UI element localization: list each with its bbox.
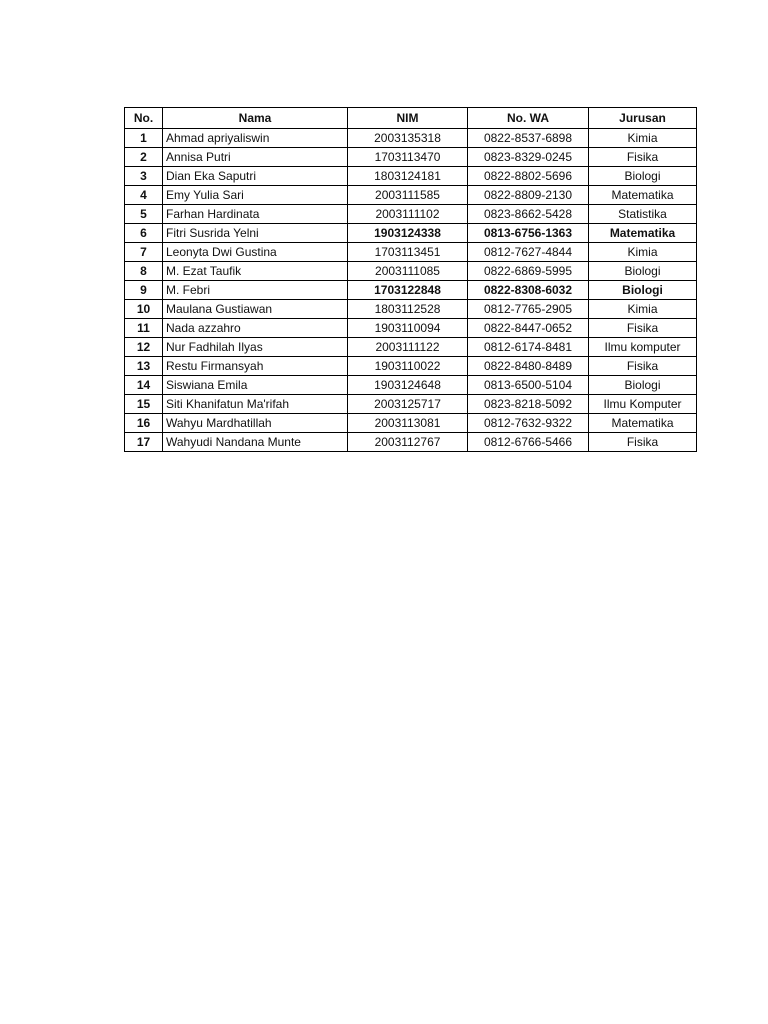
cell-wa: 0822-8809-2130 [468,186,589,205]
header-nama: Nama [163,108,348,129]
cell-nim: 2003113081 [348,414,468,433]
table-row [125,357,697,376]
header-jurusan: Jurusan [589,108,697,129]
cell-no: 11 [125,319,163,338]
cell-no: 17 [125,433,163,452]
cell-nama: Wahyudi Nandana Munte [163,433,348,452]
header-wa: No. WA [468,108,589,129]
table-row [125,205,697,224]
cell-nim: 1803124181 [348,167,468,186]
cell-nim: 1903110094 [348,319,468,338]
cell-nim: 2003111122 [348,338,468,357]
cell-jurusan: Fisika [589,148,697,167]
cell-jurusan: Biologi [589,262,697,281]
cell-nim: 1803112528 [348,300,468,319]
cell-wa: 0823-8329-0245 [468,148,589,167]
cell-nama: Nada azzahro [163,319,348,338]
cell-wa: 0822-8537-6898 [468,129,589,148]
cell-no: 7 [125,243,163,262]
cell-wa: 0813-6500-5104 [468,376,589,395]
cell-jurusan: Biologi [589,376,697,395]
cell-nim: 1903124338 [348,224,468,243]
cell-jurusan: Fisika [589,433,697,452]
cell-jurusan: Fisika [589,357,697,376]
cell-jurusan: Kimia [589,300,697,319]
cell-no: 2 [125,148,163,167]
cell-wa: 0812-7632-9322 [468,414,589,433]
cell-no: 3 [125,167,163,186]
cell-no: 8 [125,262,163,281]
cell-nama: Siti Khanifatun Ma'rifah [163,395,348,414]
cell-no: 5 [125,205,163,224]
header-nim: NIM [348,108,468,129]
table-row [125,395,697,414]
table-row [125,338,697,357]
cell-nama: Fitri Susrida Yelni [163,224,348,243]
cell-nama: Farhan Hardinata [163,205,348,224]
cell-no: 15 [125,395,163,414]
cell-jurusan: Fisika [589,319,697,338]
cell-jurusan: Statistika [589,205,697,224]
cell-wa: 0823-8218-5092 [468,395,589,414]
table-row [125,186,697,205]
cell-wa: 0822-8802-5696 [468,167,589,186]
table-row [125,281,697,300]
cell-jurusan: Ilmu Komputer [589,395,697,414]
cell-wa: 0823-8662-5428 [468,205,589,224]
cell-jurusan: Kimia [589,243,697,262]
table-row [125,243,697,262]
cell-nim: 1703122848 [348,281,468,300]
table-row [125,262,697,281]
cell-nim: 2003111102 [348,205,468,224]
cell-nim: 2003111085 [348,262,468,281]
cell-no: 14 [125,376,163,395]
cell-nim: 2003112767 [348,433,468,452]
cell-wa: 0812-6766-5466 [468,433,589,452]
cell-nama: Emy Yulia Sari [163,186,348,205]
cell-jurusan: Kimia [589,129,697,148]
cell-wa: 0822-8447-0652 [468,319,589,338]
cell-nim: 1703113451 [348,243,468,262]
table-row [125,167,697,186]
cell-nama: Wahyu Mardhatillah [163,414,348,433]
cell-no: 16 [125,414,163,433]
cell-jurusan: Ilmu komputer [589,338,697,357]
cell-wa: 0813-6756-1363 [468,224,589,243]
cell-no: 4 [125,186,163,205]
cell-no: 6 [125,224,163,243]
cell-no: 12 [125,338,163,357]
cell-nama: Ahmad apriyaliswin [163,129,348,148]
cell-nama: Maulana Gustiawan [163,300,348,319]
header-no: No. [125,108,163,129]
cell-jurusan: Biologi [589,281,697,300]
cell-wa: 0812-7627-4844 [468,243,589,262]
cell-wa: 0822-8480-8489 [468,357,589,376]
cell-nama: M. Febri [163,281,348,300]
cell-nama: Siswiana Emila [163,376,348,395]
table-row [125,319,697,338]
student-table [124,107,697,452]
cell-no: 9 [125,281,163,300]
header-row [125,108,697,129]
cell-nama: Nur Fadhilah Ilyas [163,338,348,357]
cell-wa: 0812-6174-8481 [468,338,589,357]
cell-nama: Restu Firmansyah [163,357,348,376]
cell-no: 10 [125,300,163,319]
cell-nim: 1903124648 [348,376,468,395]
cell-wa: 0822-6869-5995 [468,262,589,281]
cell-jurusan: Matematika [589,414,697,433]
cell-jurusan: Matematika [589,186,697,205]
table-row [125,433,697,452]
cell-nama: Dian Eka Saputri [163,167,348,186]
cell-jurusan: Matematika [589,224,697,243]
cell-nim: 2003125717 [348,395,468,414]
cell-no: 13 [125,357,163,376]
cell-nim: 1903110022 [348,357,468,376]
cell-nama: Leonyta Dwi Gustina [163,243,348,262]
cell-nim: 1703113470 [348,148,468,167]
table-row [125,129,697,148]
cell-nama: Annisa Putri [163,148,348,167]
cell-wa: 0812-7765-2905 [468,300,589,319]
cell-nim: 2003135318 [348,129,468,148]
table-row [125,414,697,433]
cell-jurusan: Biologi [589,167,697,186]
table-row [125,376,697,395]
cell-nama: M. Ezat Taufik [163,262,348,281]
table-row [125,224,697,243]
table-row [125,300,697,319]
cell-nim: 2003111585 [348,186,468,205]
cell-wa: 0822-8308-6032 [468,281,589,300]
cell-no: 1 [125,129,163,148]
table-row [125,148,697,167]
